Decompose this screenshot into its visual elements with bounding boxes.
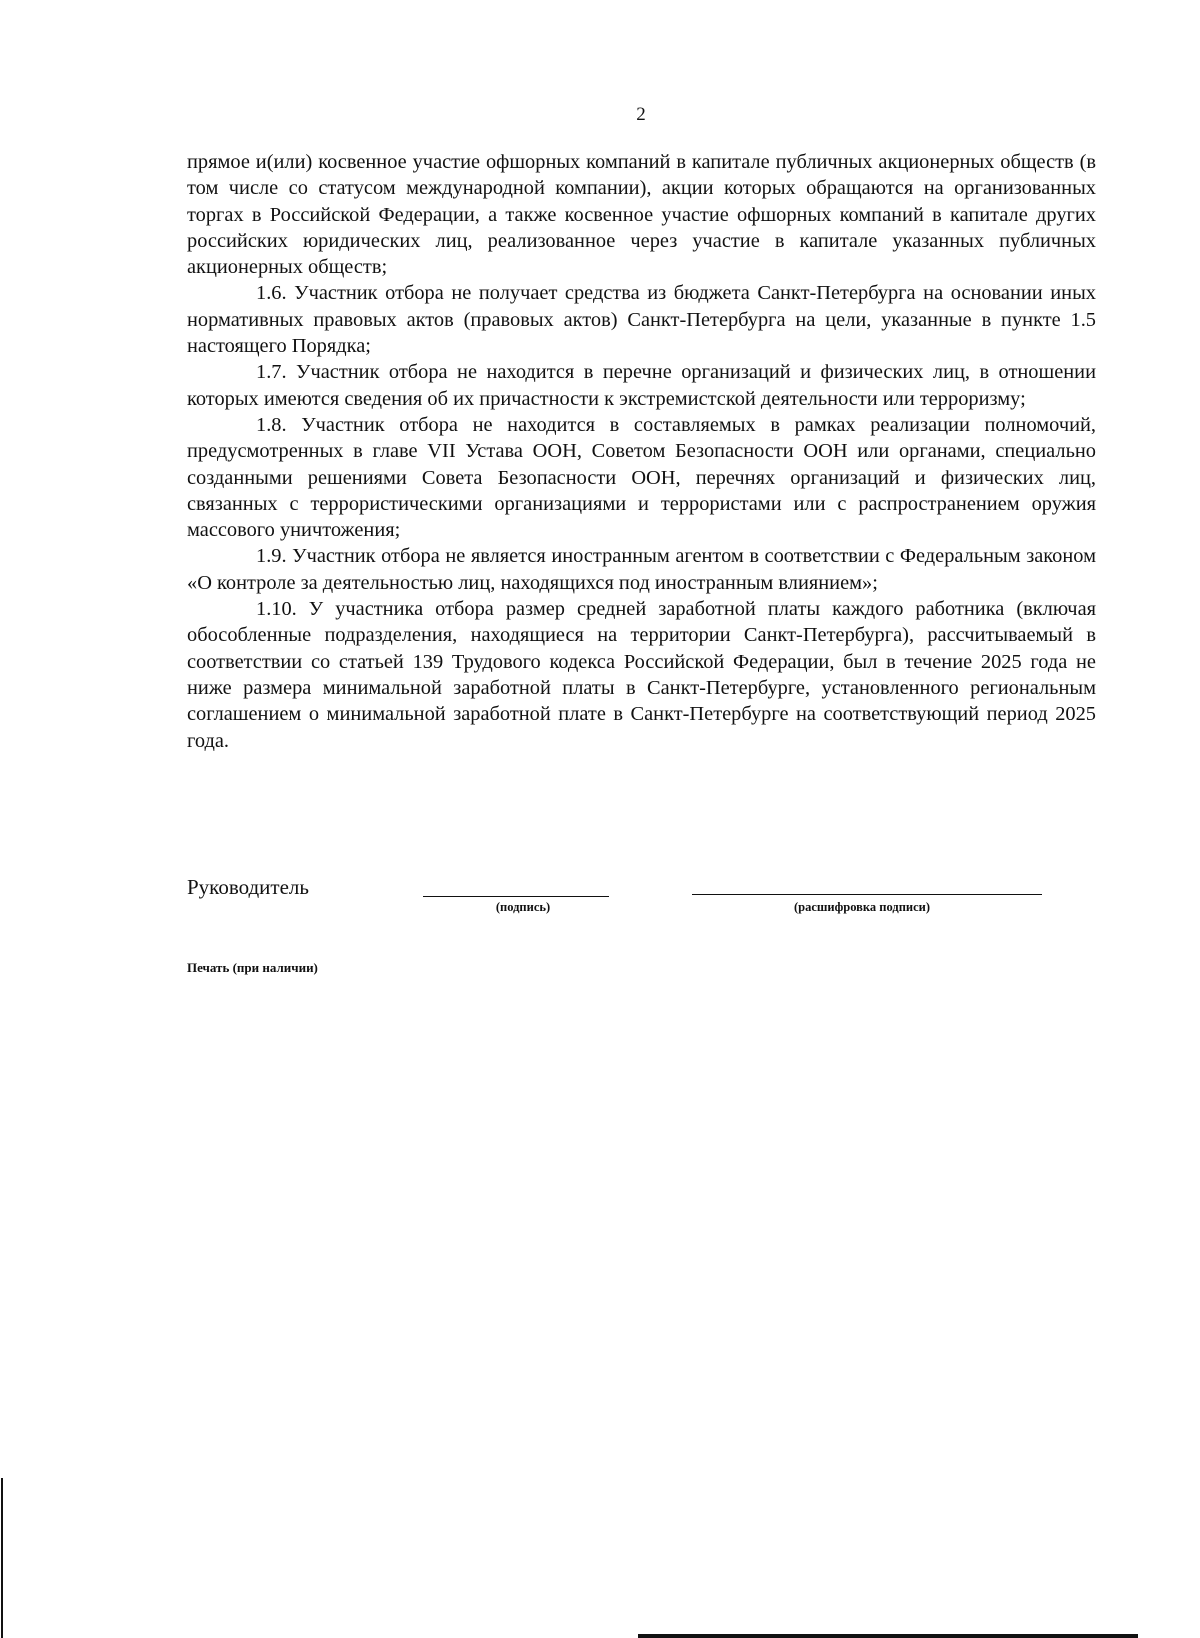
paragraph-offshore-continuation: прямое и(или) косвенное участие офшорных компаний в капитале публичных акционерных обществ (в том числе со статусом международной компании), акции которых обращаются на организованных торгах в Российской Федерации, а также косвенное участие офшорных компаний в капитале других российских юридических лиц, реализованное через участие в капитале указанных публичных акционерных обществ; [187,151,1096,279]
signature-decoding-caption: (расшифровка подписи) [793,900,931,914]
document-body [187,149,1096,754]
paragraph-1-8: 1.8. Участник отбора не находится в составляемых в рамках реализации полномочий, предусмотренных в главе VII Устава ООН, Советом Безопасности ООН или органами, специально созданными решениями Совета Безопасности ООН, перечнях организаций и физических лиц, связанных с террористическими организациями и террористами или с распространением оружия массового уничтожения; [187,413,1096,542]
scan-edge-bottom [638,1634,1138,1638]
stamp-note: Печать (при наличии) [187,960,318,975]
page-number: 2 [636,104,646,125]
paragraph-1-6: 1.6. Участник отбора не получает средства из бюджета Санкт-Петербурга на основании иных нормативных правовых актов (правовых актов) Санкт-Петербурга на цели, указанные в пункте 1.5 настоящего Порядка; [187,282,1096,358]
paragraph-1-10: 1.10. У участника отбора размер средней заработной платы каждого работника (включая обособленные подразделения, находящиеся на территории Санкт-Петербурга), рассчитываемый в соответствии со статьей 139 Трудового кодекса Российской Федерации, был в течение 2025 года не ниже размера минимальной заработной платы в Санкт-Петербурге, установленного региональным соглашением о минимальной заработной плате в Санкт-Петербурге на соответствующий период 2025 года. [187,598,1096,752]
signature-line [423,896,609,897]
signature-decoding-line [692,894,1042,895]
signatory-title: Руководитель [187,875,309,899]
signature-caption: (подпись) [495,900,551,914]
paragraph-1-9: 1.9. Участник отбора не является иностранным агентом в соответствии с Федеральным законом «О контроле за деятельностью лиц, находящихся под иностранным влиянием»; [187,545,1096,594]
signature-block [187,875,1087,915]
paragraph-1-7: 1.7. Участник отбора не находится в перечне организаций и физических лиц, в отношении которых имеются сведения об их причастности к экстремистской деятельности или терроризму; [187,361,1096,410]
scan-edge-left [1,1478,3,1638]
